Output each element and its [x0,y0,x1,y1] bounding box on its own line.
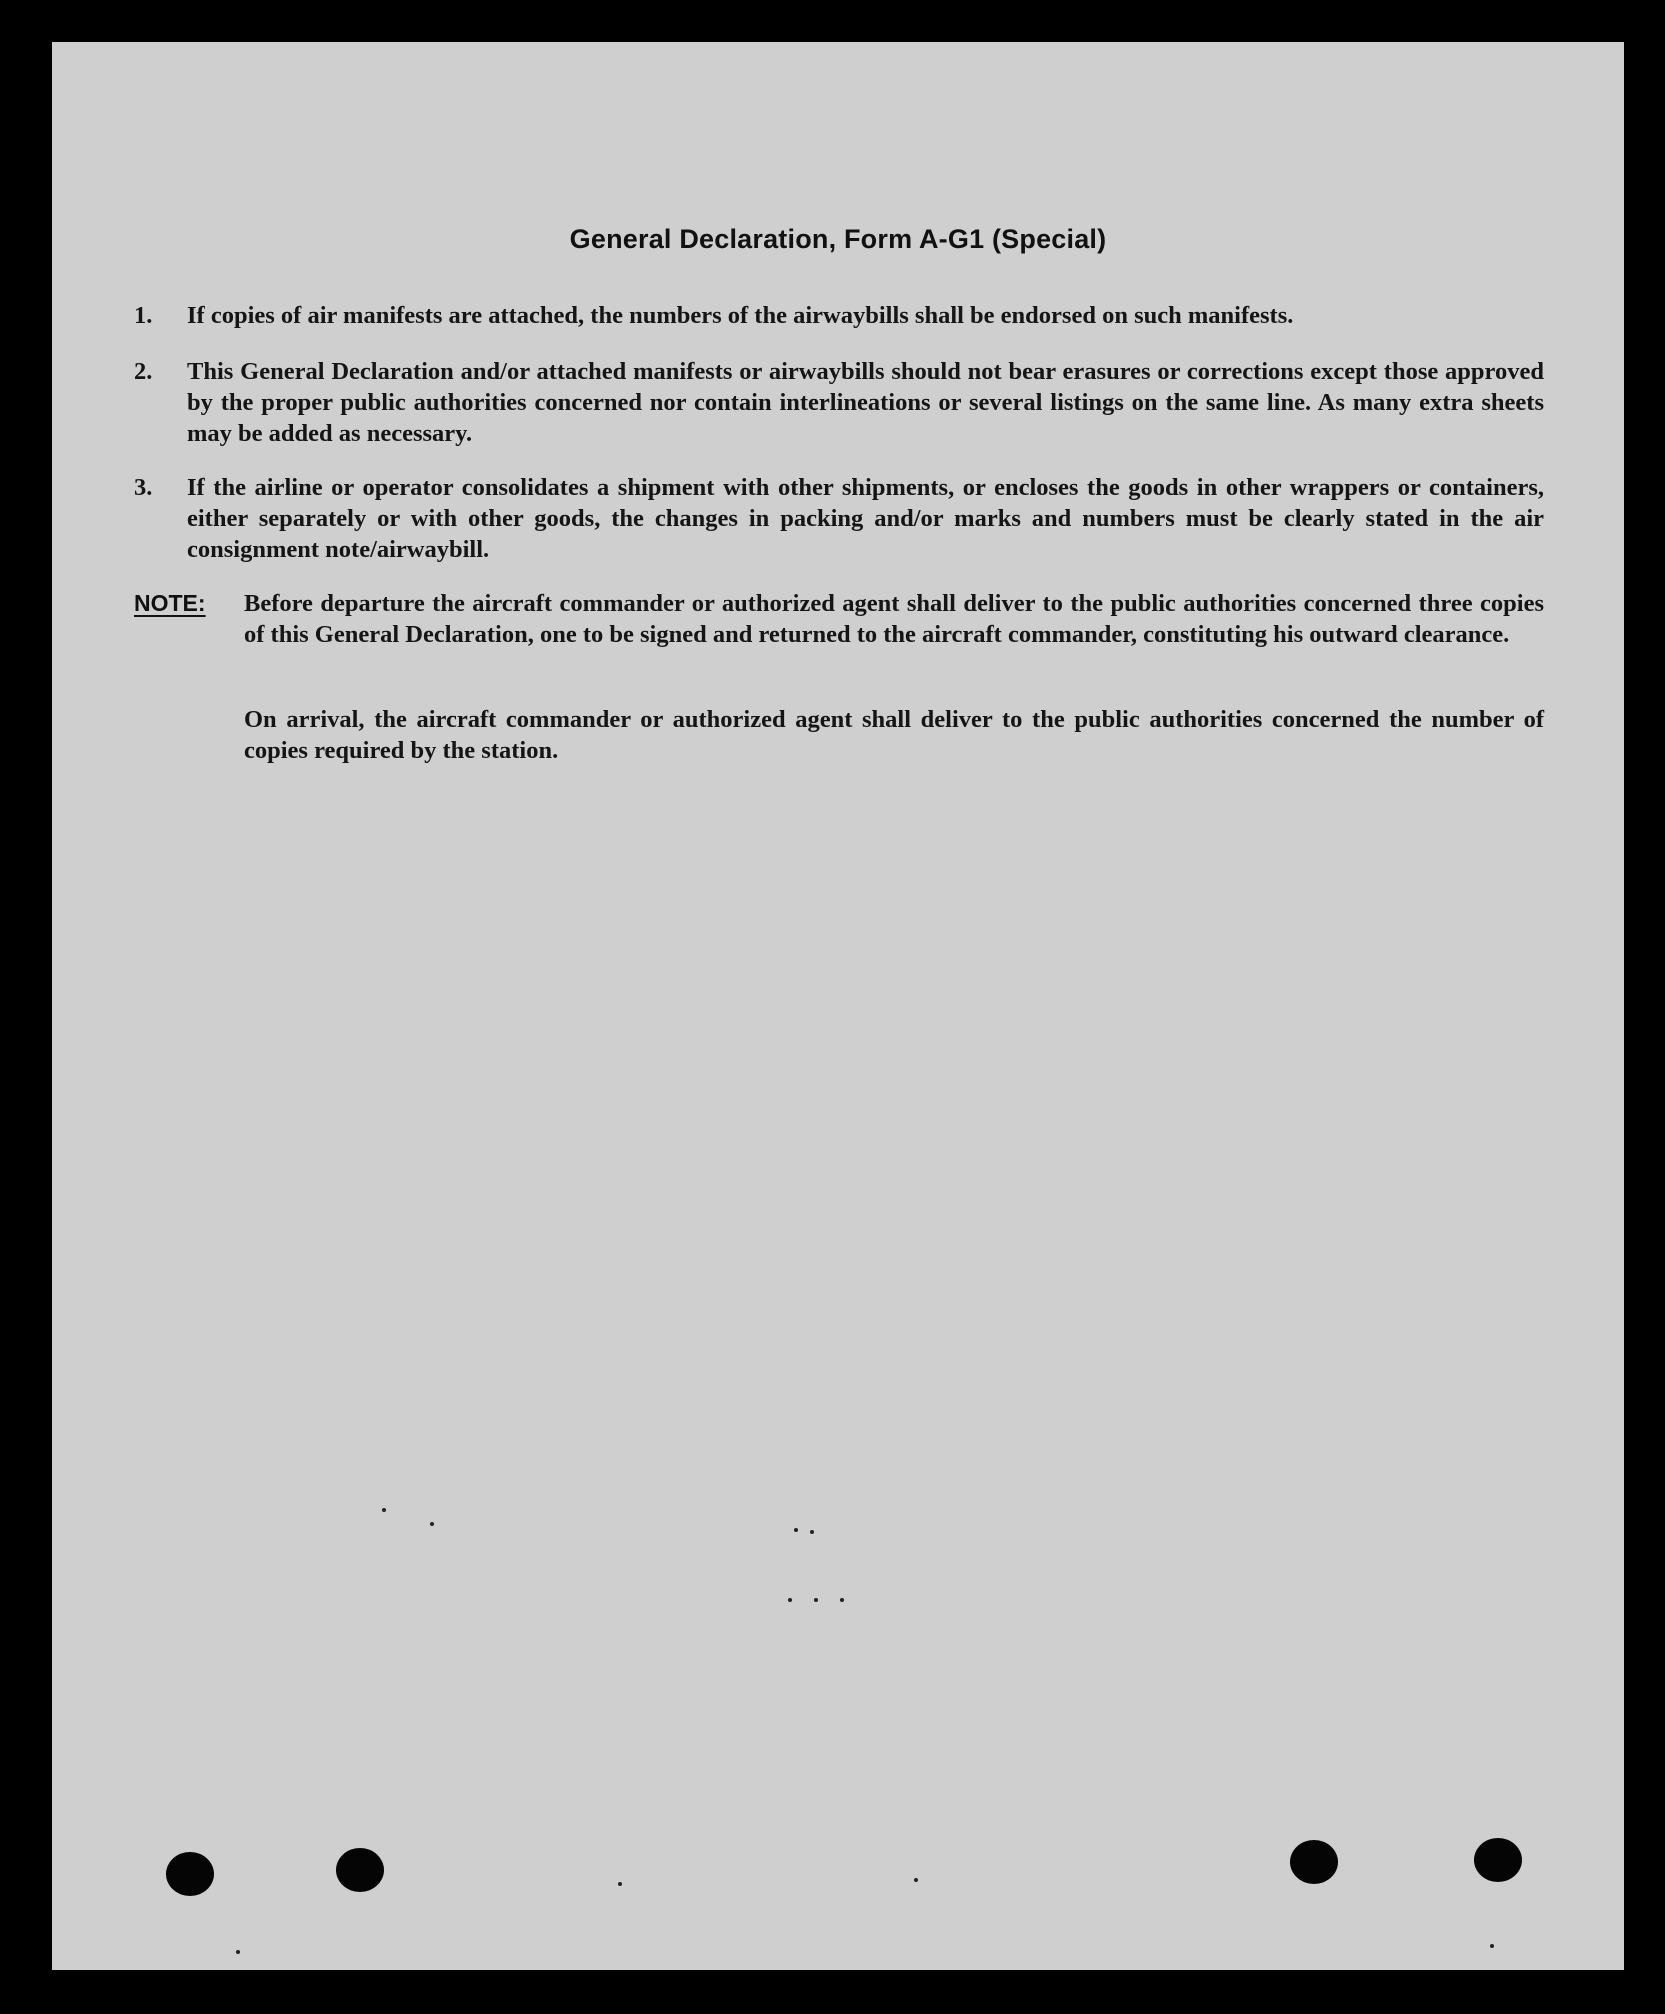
punch-hole [1474,1838,1522,1882]
punch-hole [336,1848,384,1892]
note-text: Before departure the aircraft commander or authorized agent shall deliver to the public authorities concerned three copies of this General Declaration, one to be signed and returned to the aircraft commander, constituting his outward clearance. [244,590,1544,648]
scan-speck [430,1522,434,1526]
punch-hole [1290,1840,1338,1884]
punch-hole [166,1852,214,1896]
note-label-text: NOTE: [134,590,206,616]
scan-speck [914,1878,918,1882]
item-number: 2. [134,358,153,385]
scan-speck [1490,1944,1494,1948]
item-text: If copies of air manifests are attached, the numbers of the airwaybills shall be endorsed on such manifests. [187,302,1294,329]
scan-speck [814,1598,818,1602]
item-number: 3. [134,474,153,501]
instruction-item-3 [134,472,1544,565]
note-block [134,588,1544,650]
scan-speck [236,1950,240,1954]
item-text: This General Declaration and/or attached manifests or airwaybills should not bear erasures or corrections except those approved by the proper public authorities concerned nor contain interlineations or several listings on the same line. As many extra sheets may be added as necessary. [187,358,1544,447]
item-text: If the airline or operator consolidates a shipment with other shipments, or encloses the goods in other wrappers or containers, either separately or with other goods, the changes in packing and/or marks and numbers must be clearly stated in the air consignment note/airwaybill. [187,474,1544,563]
instruction-item-2 [134,356,1544,449]
item-number: 1. [134,302,153,329]
document-title: General Declaration, Form A-G1 (Special) [569,224,1107,254]
scan-speck [382,1508,386,1512]
document-page [52,42,1624,1970]
instruction-item-1 [134,300,1544,331]
note-second-paragraph: On arrival, the aircraft commander or authorized agent shall deliver to the public authorities concerned the number of copies required by the station. [244,706,1544,764]
scan-speck [840,1598,844,1602]
scan-speck [810,1530,814,1534]
scan-speck [794,1528,798,1532]
note-label [134,588,244,650]
scan-speck [618,1882,622,1886]
scan-speck [788,1598,792,1602]
